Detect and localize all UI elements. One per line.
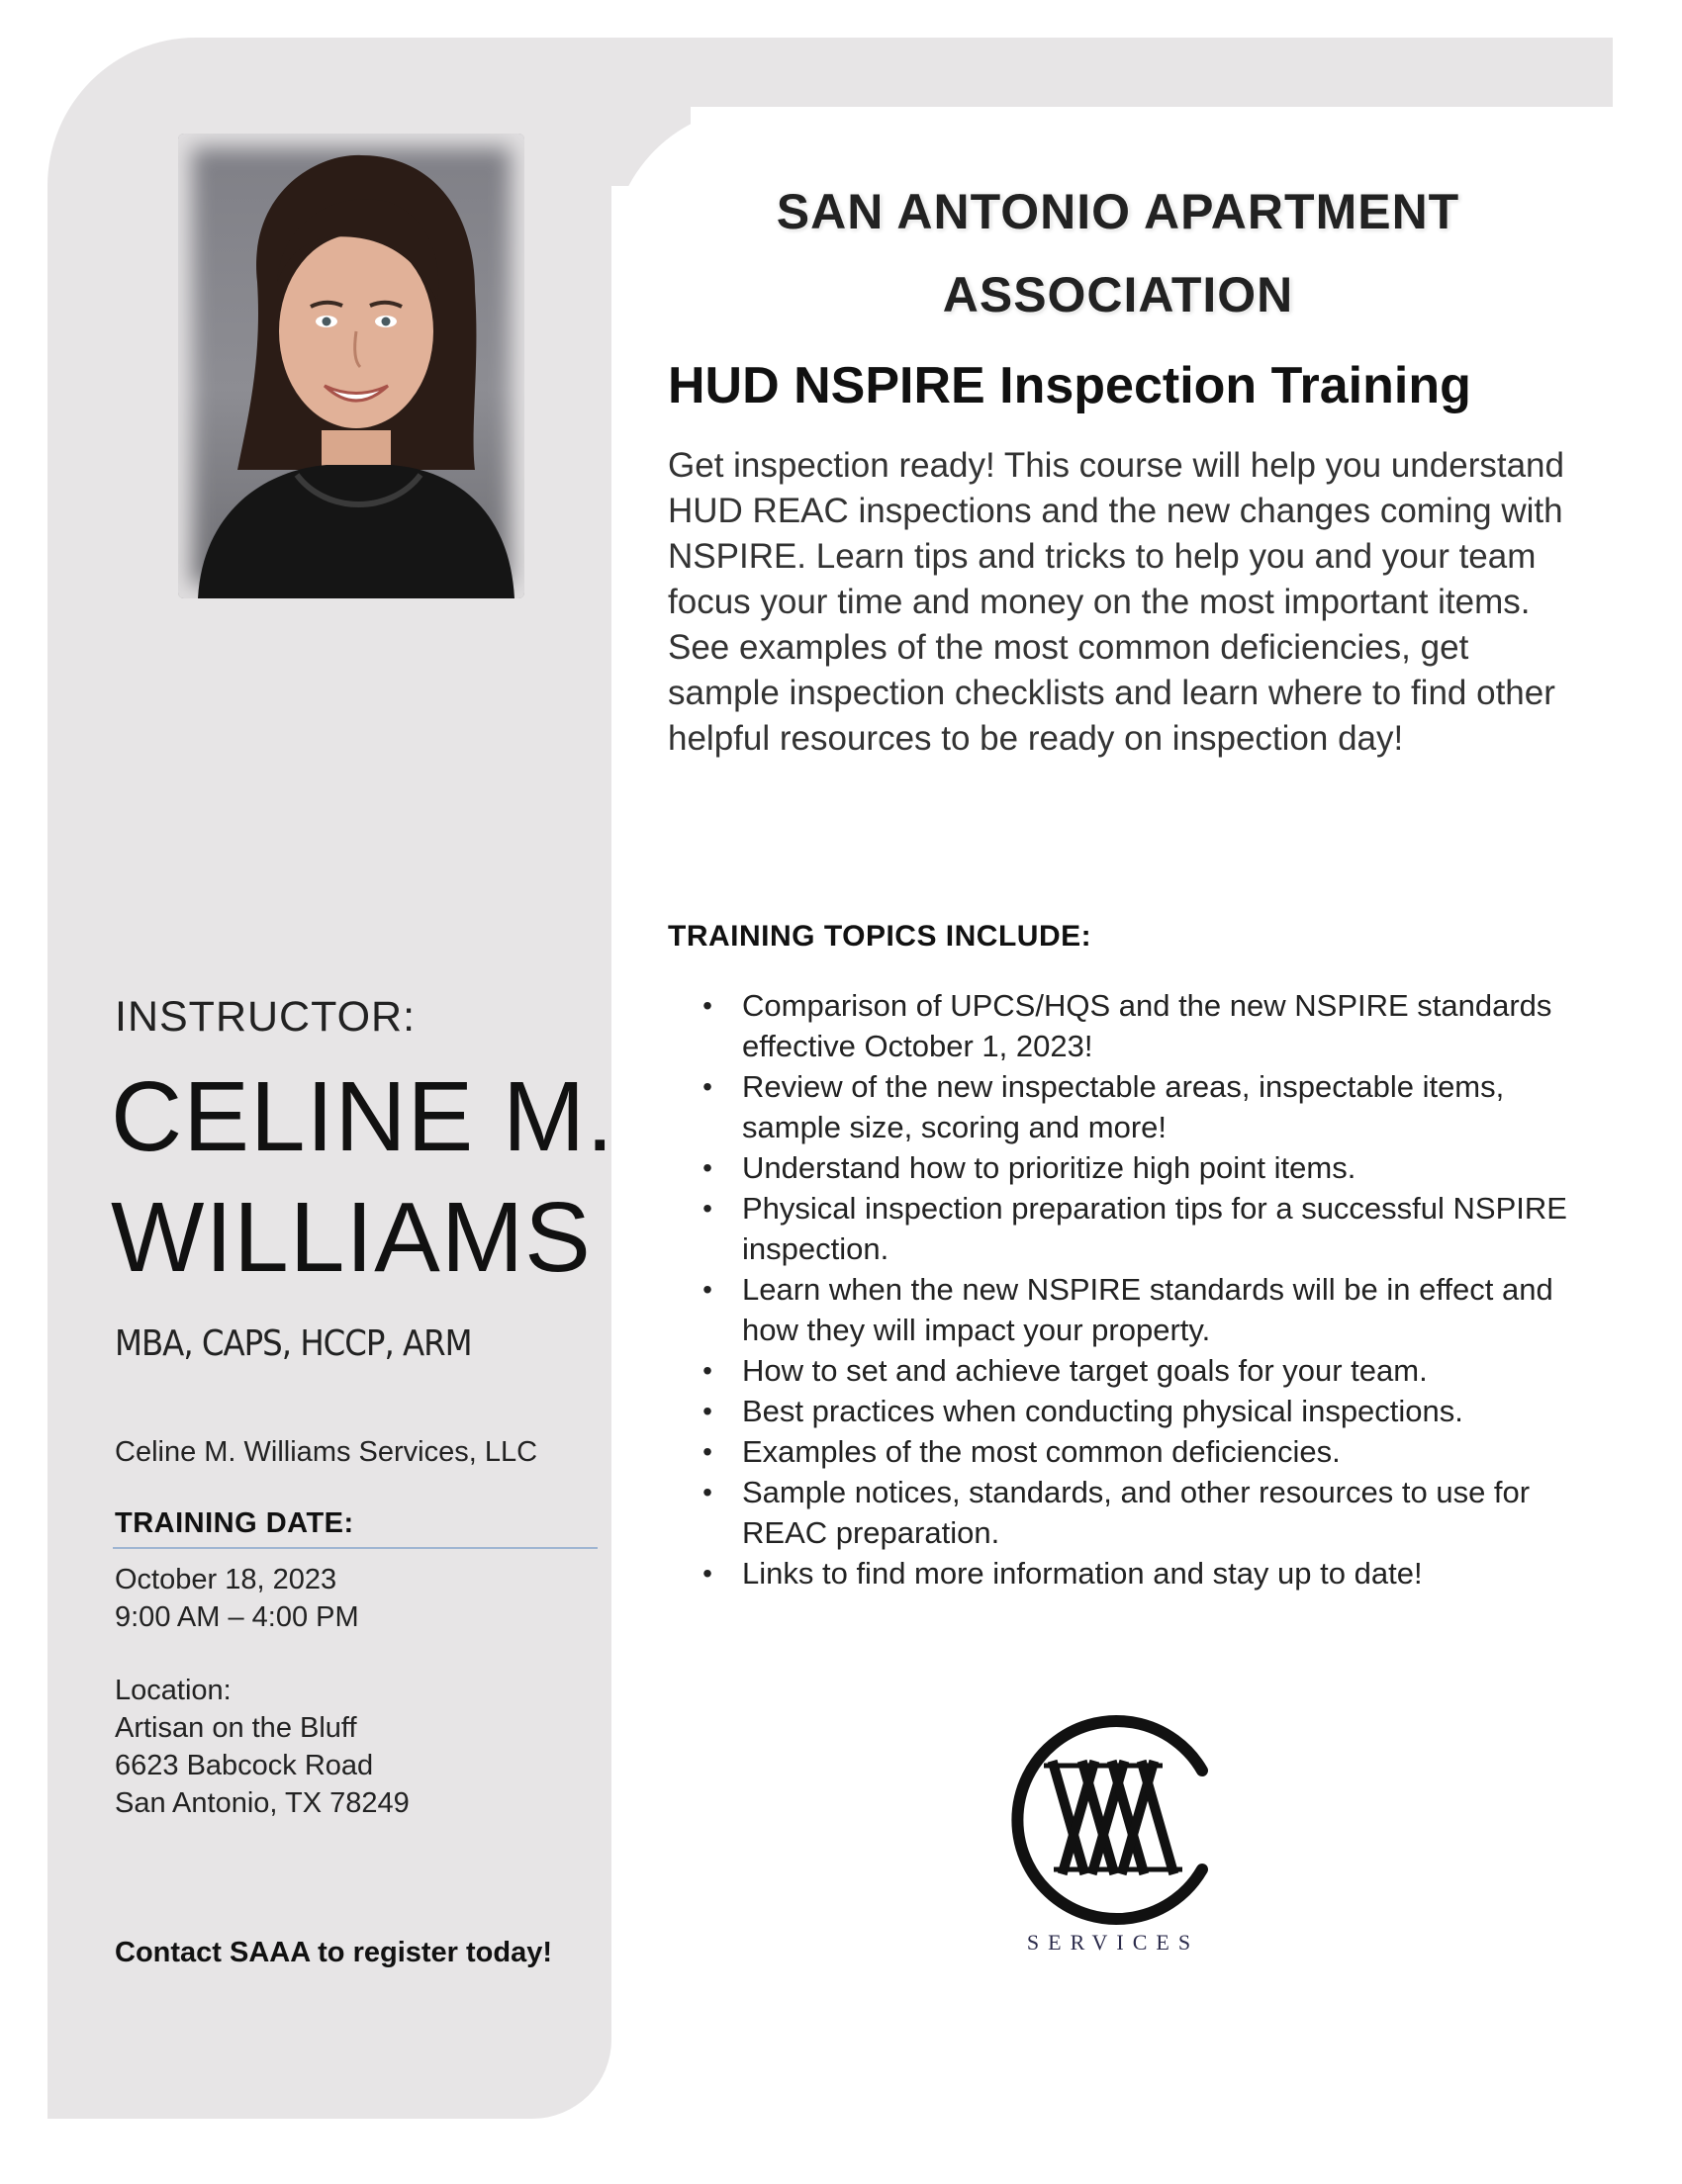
list-item: • Physical inspection preparation tips for a successful NSPIRE inspection.	[693, 1188, 1583, 1269]
divider	[113, 1547, 598, 1549]
list-item: • Examples of the most common deficiencies.	[693, 1431, 1583, 1472]
topics-list	[693, 985, 1583, 1593]
list-item: • Learn when the new NSPIRE standards will be in effect and how they will impact your property.	[693, 1269, 1583, 1350]
list-item: • Comparison of UPCS/HQS and the new NSPIRE standards effective October 1, 2023!	[693, 985, 1583, 1066]
instructor-credentials: MBA, CAPS, HCCP, ARM	[115, 1323, 472, 1364]
bullet-icon: •	[702, 1274, 712, 1305]
instructor-company: Celine M. Williams Services, LLC	[115, 1436, 538, 1468]
location-city: San Antonio, TX 78249	[115, 1787, 410, 1819]
training-date: October 18, 2023	[115, 1564, 337, 1595]
course-title: HUD NSPIRE Inspection Training	[668, 357, 1471, 414]
panel-notch	[0, 0, 47, 228]
location-venue: Artisan on the Bluff	[115, 1712, 357, 1744]
bullet-icon: •	[702, 1071, 712, 1102]
list-item: • How to set and achieve target goals for your team.	[693, 1350, 1583, 1391]
course-intro: Get inspection ready! This course will help you understand HUD REAC inspections and the new changes coming with NSPIRE. Learn tips and tricks to help you and your team focus your time and money on the most important items. See examples of the most common deficiencies, get sample inspection checklists and learn where to find other helpful resources to be ready on inspection day!	[668, 446, 1564, 758]
location-street: 6623 Babcock Road	[115, 1750, 374, 1781]
instructor-name-line2: WILLIAMS	[111, 1182, 592, 1293]
instructor-name	[111, 1056, 614, 1298]
bullet-icon: •	[702, 1152, 712, 1183]
location-block	[115, 1672, 410, 1822]
bullet-icon: •	[702, 990, 712, 1021]
topics-heading: TRAINING TOPICS INCLUDE:	[668, 920, 1092, 953]
bullet-icon: •	[702, 1396, 712, 1426]
portrait-illustration	[178, 134, 524, 598]
organization-title-line2: ASSOCIATION	[942, 267, 1294, 322]
bullet-icon: •	[702, 1436, 712, 1467]
bullet-icon: •	[702, 1558, 712, 1589]
bullet-icon: •	[702, 1355, 712, 1386]
training-date-label: TRAINING DATE:	[115, 1507, 354, 1539]
list-item: • Links to find more information and stay up to date!	[693, 1553, 1583, 1593]
training-time: 9:00 AM – 4:00 PM	[115, 1601, 359, 1633]
organization-title	[673, 170, 1563, 336]
bullet-icon: •	[702, 1477, 712, 1507]
company-logo	[999, 1711, 1227, 1958]
location-label: Location:	[115, 1675, 232, 1706]
list-item: • Sample notices, standards, and other resources to use for REAC preparation.	[693, 1472, 1583, 1553]
organization-title-line1: SAN ANTONIO APARTMENT	[776, 184, 1460, 239]
instructor-label: INSTRUCTOR:	[115, 993, 417, 1041]
logo-wordmark: SERVICES	[1026, 1930, 1200, 1955]
instructor-name-line1: CELINE M.	[111, 1061, 615, 1172]
list-item: • Best practices when conducting physical inspections.	[693, 1391, 1583, 1431]
bullet-icon: •	[702, 1193, 712, 1224]
list-item: • Understand how to prioritize high point items.	[693, 1147, 1583, 1188]
cmw-monogram-icon	[999, 1711, 1227, 1929]
training-date-block	[115, 1561, 359, 1636]
instructor-photo	[178, 134, 524, 598]
register-call-to-action: Contact SAAA to register today!	[115, 1937, 553, 1968]
list-item: • Review of the new inspectable areas, inspectable items, sample size, scoring and more!	[693, 1066, 1583, 1147]
